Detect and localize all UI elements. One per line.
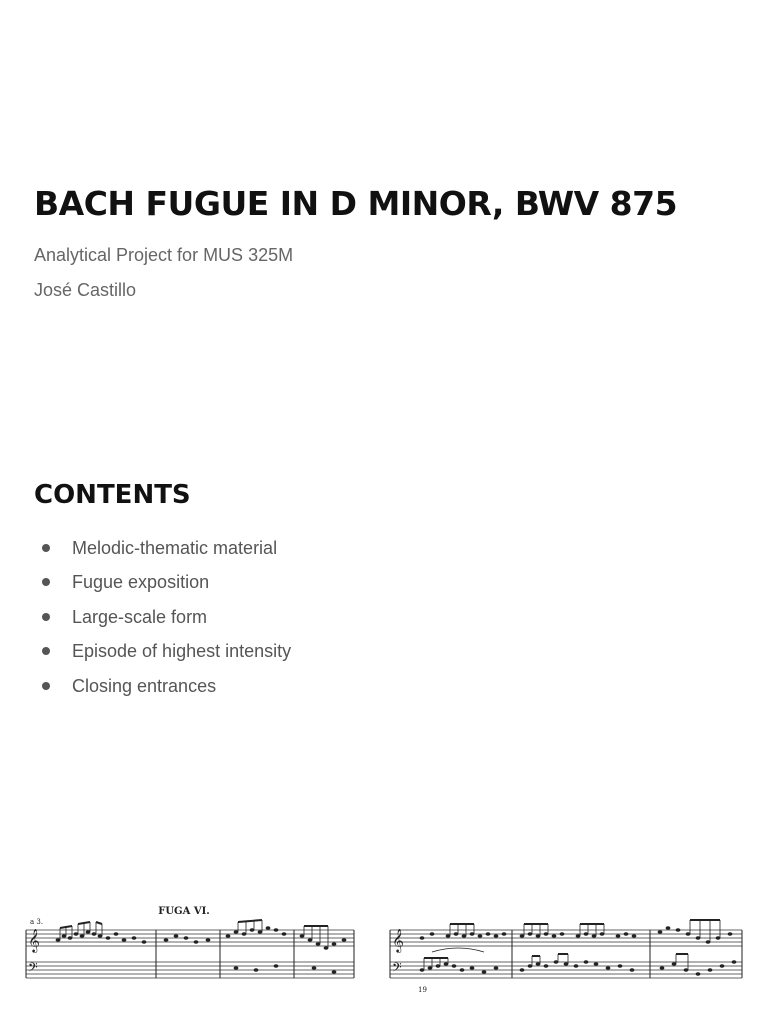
contents-item-label: Episode of highest intensity [72, 641, 292, 662]
contents-heading: CONTENTS [34, 480, 191, 510]
treble-notes [420, 926, 733, 944]
bass-notes [420, 960, 737, 976]
treble-staff [390, 930, 742, 946]
treble-clef-icon: 𝄞 [28, 928, 40, 952]
contents-list [34, 536, 291, 708]
contents-item-label: Large-scale form [72, 606, 208, 627]
slur [432, 948, 484, 952]
score-excerpt-left [24, 900, 356, 986]
bass-clef-icon: 𝄢 [28, 960, 38, 978]
bullet-icon [42, 578, 50, 586]
contents-item [34, 570, 291, 604]
bass-notes [234, 964, 337, 974]
contents-item-label: Fugue exposition [72, 572, 210, 593]
barlines [26, 930, 354, 978]
score-heading: FUGA VI. [158, 906, 210, 917]
treble-clef-icon: 𝄞 [392, 928, 404, 952]
bullet-icon [42, 613, 50, 621]
contents-item [34, 674, 291, 708]
bass-staff [26, 962, 354, 978]
bullet-icon [42, 647, 50, 655]
treble-beams [450, 920, 720, 924]
slide-subtitle: Analytical Project for MUS 325M [34, 245, 294, 265]
voice-label: a 3. [30, 918, 44, 926]
slide-title: BACH FUGUE IN D MINOR, BWV 875 [34, 184, 678, 223]
contents-item [34, 639, 291, 673]
contents-item-label: Closing entrances [72, 675, 217, 696]
author-name: José Castillo [34, 280, 137, 300]
bullet-icon [42, 682, 50, 690]
measure-number: 19 [418, 986, 427, 994]
contents-item-label: Melodic-thematic material [72, 538, 278, 558]
treble-beams [60, 920, 328, 928]
score-excerpt-right [388, 908, 744, 994]
contents-item [34, 536, 291, 570]
bullet-icon [42, 544, 50, 552]
bass-beams [424, 954, 688, 958]
contents-item [34, 605, 291, 639]
bass-clef-icon: 𝄢 [392, 960, 402, 978]
